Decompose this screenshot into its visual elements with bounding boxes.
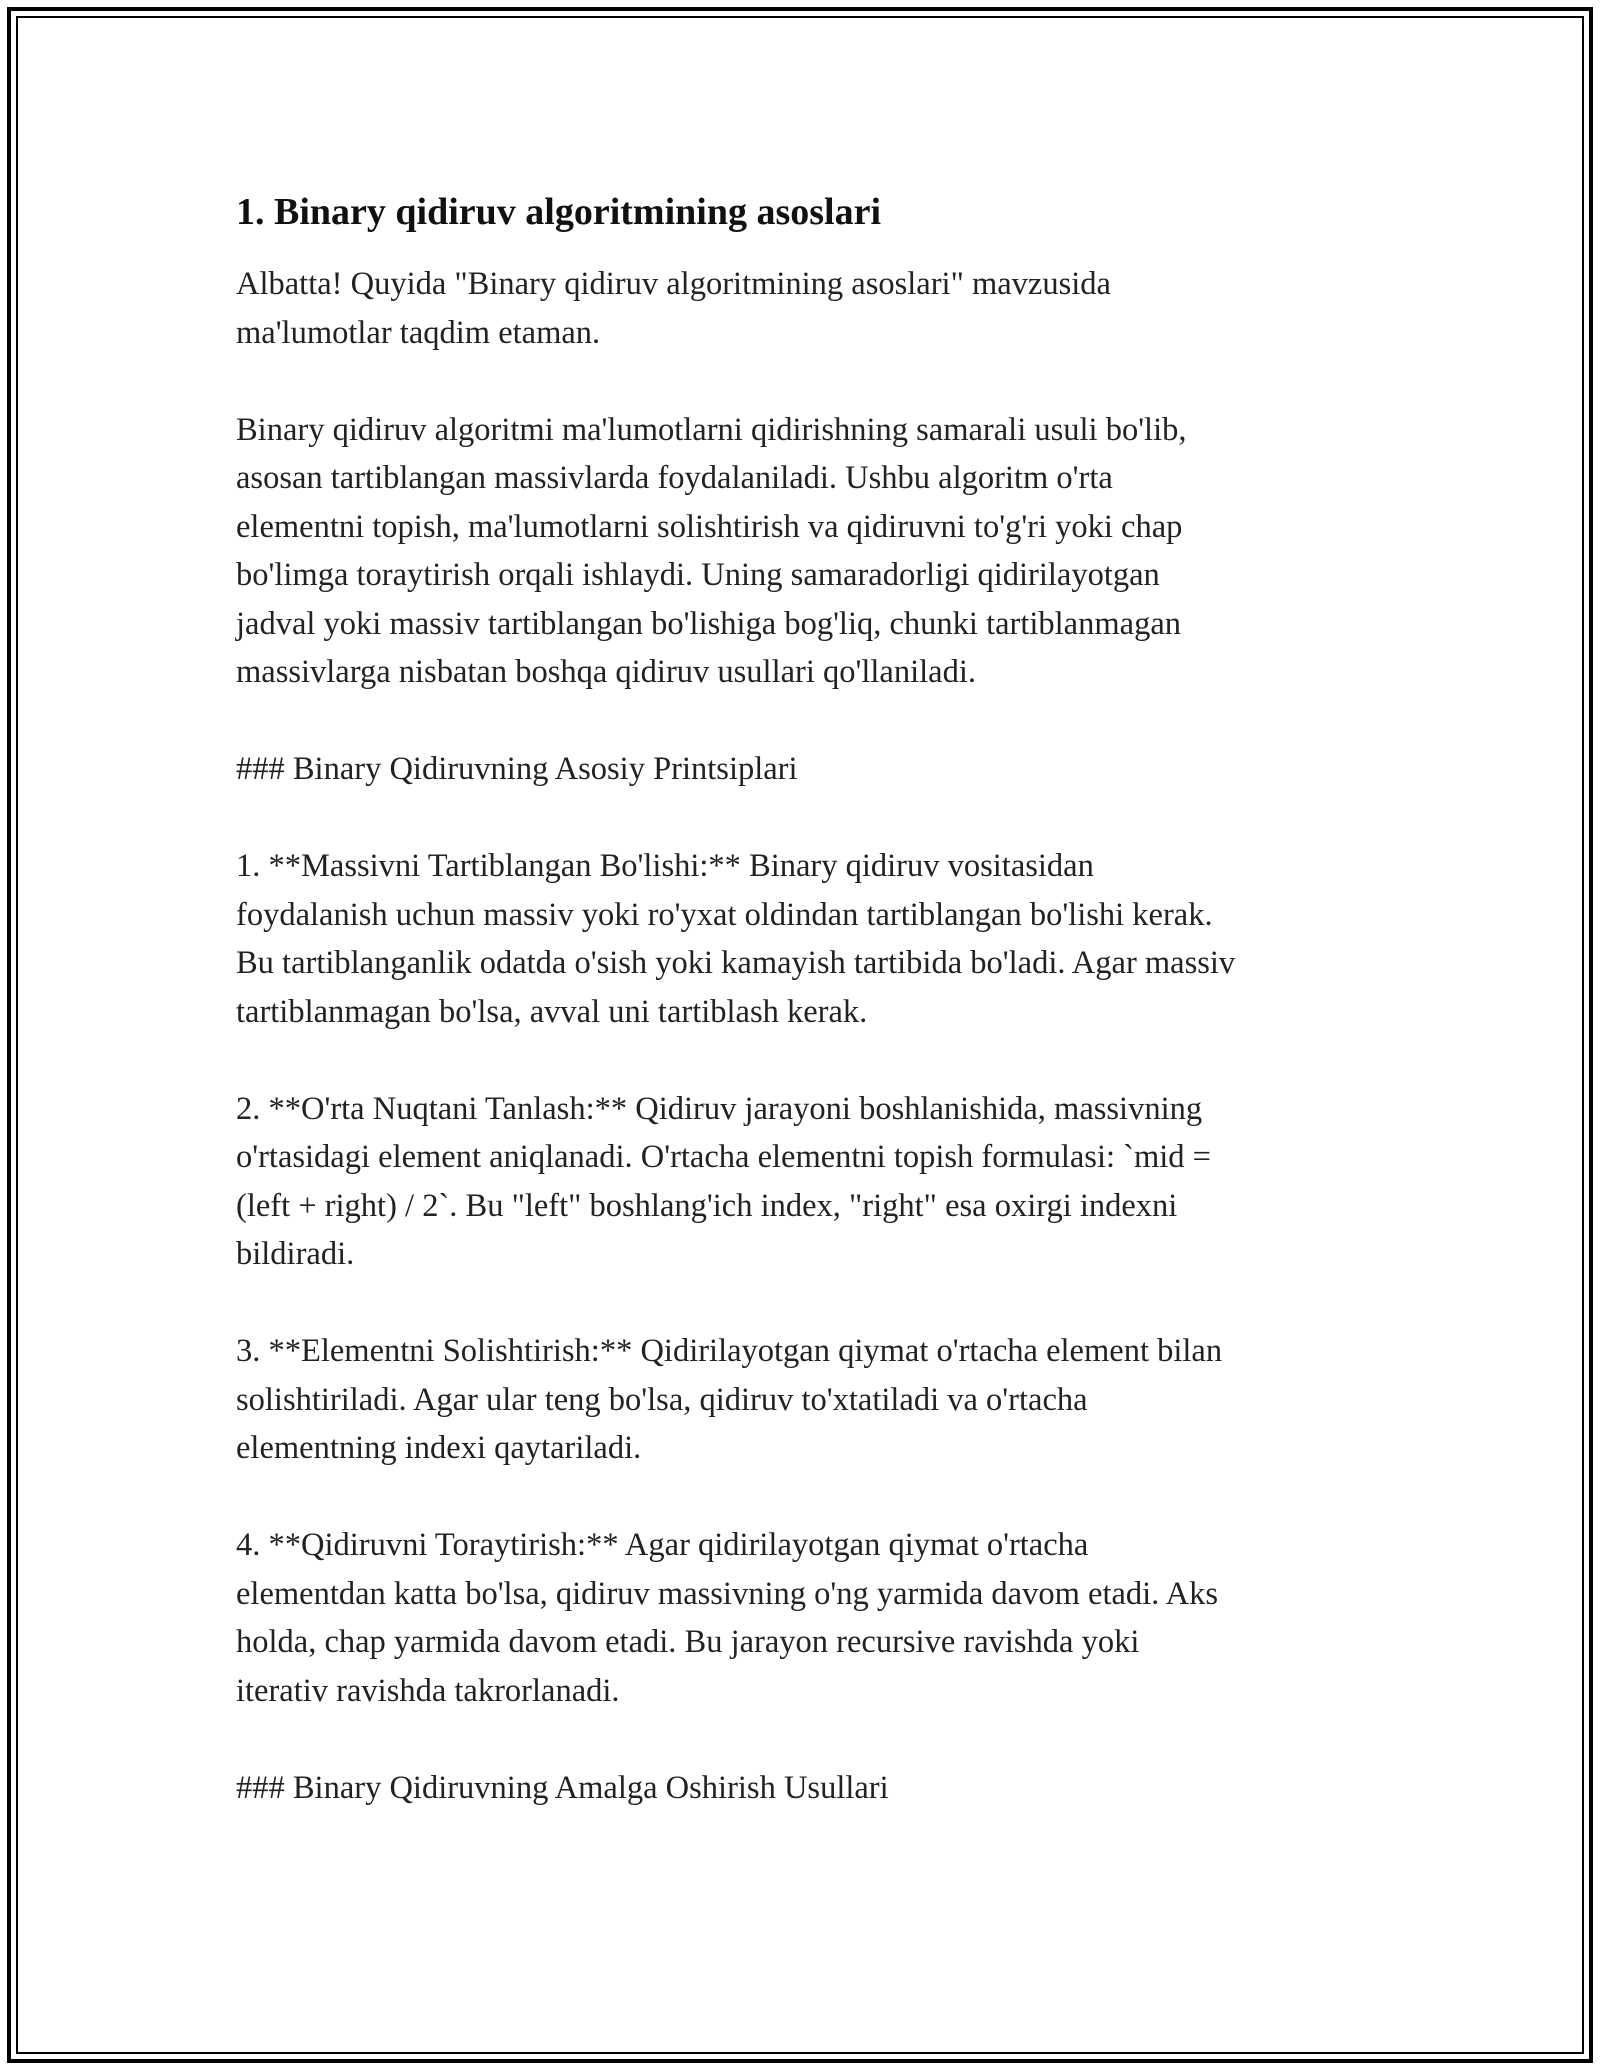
text-line: o'rtasidagi element aniqlanadi. O'rtacha elementni topish formulasi: `mid =	[236, 1139, 1211, 1175]
text-line: bo'limga toraytirish orqali ishlaydi. Uning samaradorligi qidirilayotgan	[236, 557, 1160, 593]
paragraph	[236, 1085, 1376, 1279]
text-line: solishtiriladi. Agar ular teng bo'lsa, qidiruv to'xtatiladi va o'rtacha	[236, 1381, 1088, 1418]
document-body	[236, 186, 1376, 1861]
text-line: Binary qidiruv algoritmi ma'lumotlarni qidirishning samarali usuli bo'lib,	[236, 411, 1187, 448]
paragraph-list	[236, 260, 1376, 1812]
paragraph	[236, 745, 1376, 794]
text-line: ### Binary Qidiruvning Amalga Oshirish Usullari	[236, 1769, 889, 1806]
text-line: jadval yoki massiv tartiblangan bo'lishiga bog'liq, chunki tartiblanmagan	[236, 605, 1181, 642]
text-line: (left + right) / 2`. Bu "left" boshlang'ich index, "right" esa oxirgi indexni	[236, 1187, 1178, 1224]
text-line: Bu tartiblanganlik odatda o'sish yoki kamayish tartibida bo'ladi. Agar massiv	[236, 945, 1236, 981]
paragraph	[236, 842, 1376, 1036]
text-line: elementni topish, ma'lumotlarni solishtirish va qidiruvni to'g'ri yoki chap	[236, 508, 1183, 545]
text-line: foydalanish uchun massiv yoki ro'yxat oldindan tartiblangan bo'lishi kerak.	[236, 896, 1213, 933]
paragraph	[236, 260, 1376, 357]
document-title: 1. Binary qidiruv algoritmining asoslari	[236, 191, 882, 233]
text-line: Albatta! Quyida "Binary qidiruv algoritmining asoslari" mavzusida	[236, 266, 1111, 302]
paragraph	[236, 406, 1376, 697]
text-line: 2. **O'rta Nuqtani Tanlash:** Qidiruv jarayoni boshlanishida, massivning	[236, 1090, 1203, 1127]
text-line: bildiradi.	[236, 1236, 355, 1272]
paragraph	[236, 1327, 1376, 1473]
text-line: massivlarga nisbatan boshqa qidiruv usullari qo'llaniladi.	[236, 654, 976, 690]
text-line: 1. **Massivni Tartiblangan Bo'lishi:** Binary qidiruv vositasidan	[236, 848, 1094, 884]
text-line: elementdan katta bo'lsa, qidiruv massivning o'ng yarmida davom etadi. Aks	[236, 1575, 1218, 1612]
text-line: asosan tartiblangan massivlarda foydalaniladi. Ushbu algoritm o'rta	[236, 460, 1113, 496]
paragraph	[236, 1521, 1376, 1715]
text-line: tartiblanmagan bo'lsa, avval uni tartiblash kerak.	[236, 993, 868, 1030]
paragraph	[236, 1764, 1376, 1813]
text-line: holda, chap yarmida davom etadi. Bu jarayon recursive ravishda yoki	[236, 1624, 1140, 1660]
text-line: ### Binary Qidiruvning Asosiy Printsiplari	[236, 751, 798, 787]
text-line: iterativ ravishda takrorlanadi.	[236, 1672, 620, 1709]
text-line: 4. **Qidiruvni Toraytirish:** Agar qidirilayotgan qiymat o'rtacha	[236, 1527, 1089, 1563]
text-line: elementning indexi qaytariladi.	[236, 1430, 642, 1466]
text-line: 3. **Elementni Solishtirish:** Qidirilayotgan qiymat o'rtacha element bilan	[236, 1333, 1223, 1369]
text-line: ma'lumotlar taqdim etaman.	[236, 314, 601, 351]
